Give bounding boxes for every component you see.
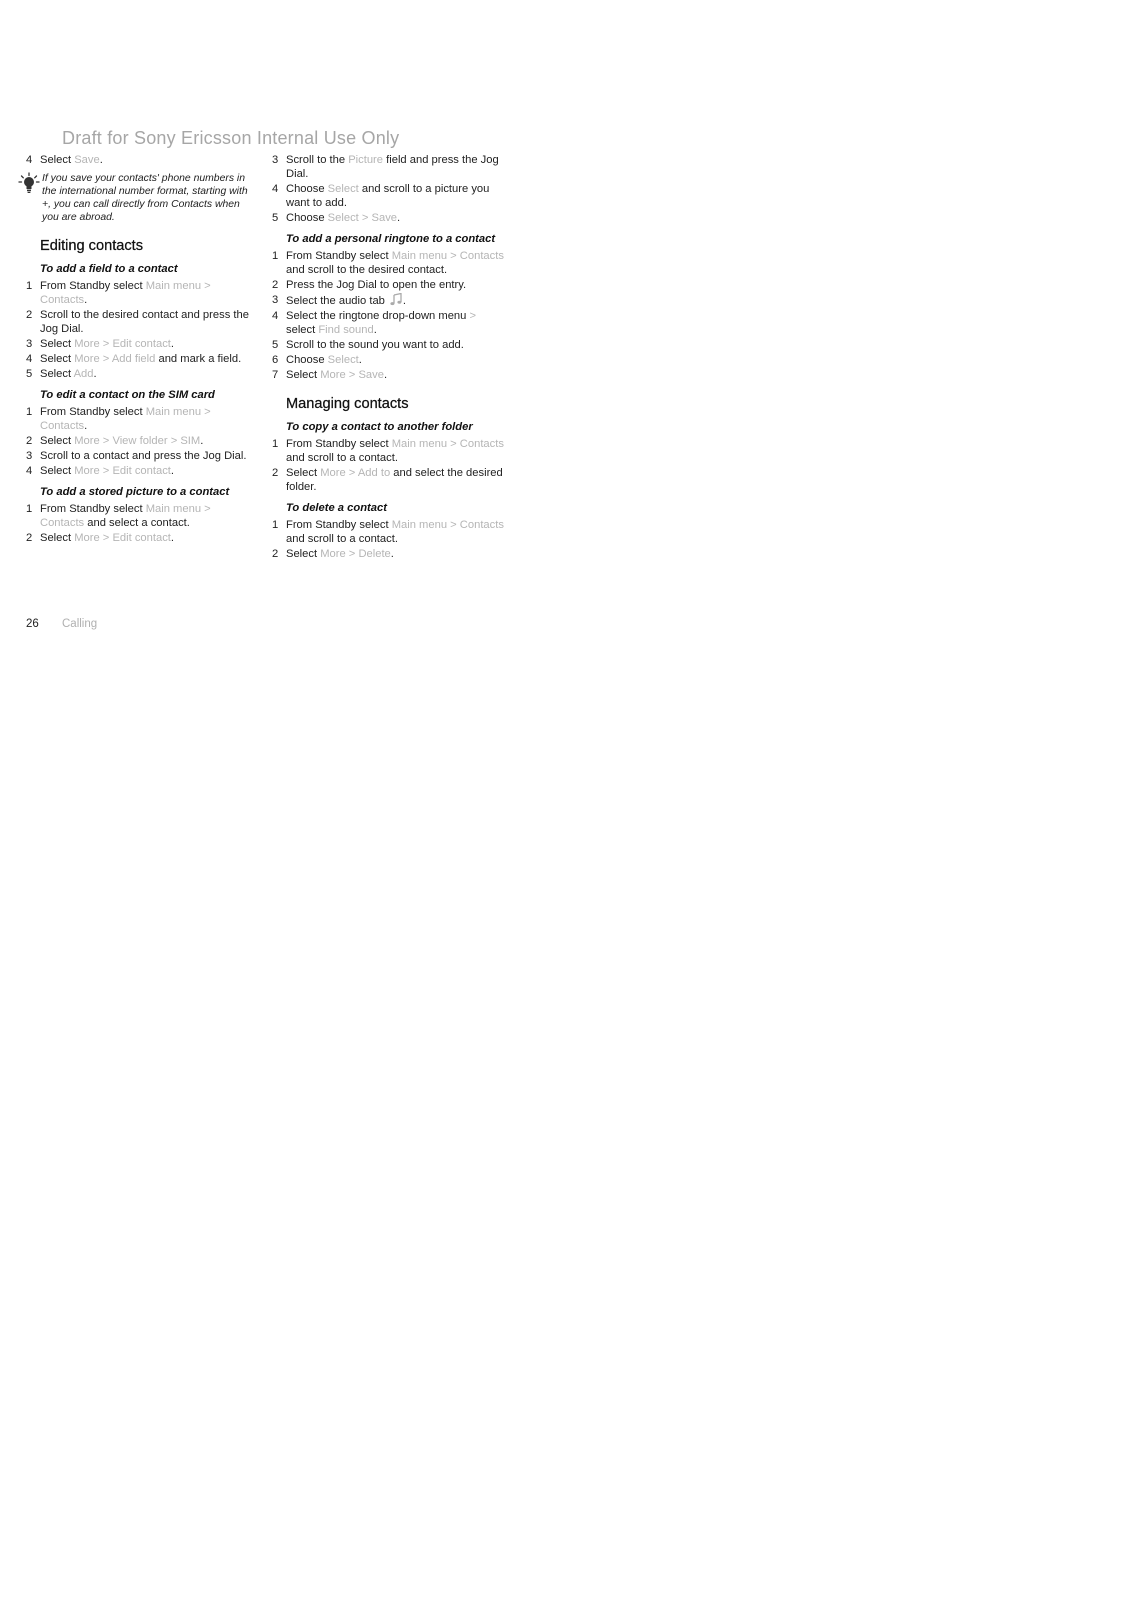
step-number: 3 (26, 338, 33, 350)
menu-path: Select (327, 183, 359, 195)
step-number: 4 (26, 154, 33, 166)
step (272, 293, 504, 308)
step-text: Scroll to a contact and press the Jog Dial. (40, 450, 247, 462)
step (26, 502, 254, 530)
step (26, 449, 254, 463)
step-text: . (84, 294, 88, 306)
step-number: 5 (272, 212, 279, 224)
tip-note (26, 172, 254, 224)
step-number: 2 (272, 548, 279, 560)
menu-path: More > Edit contact (74, 338, 171, 350)
step (26, 405, 254, 433)
step (272, 211, 504, 225)
step-text: . (170, 465, 175, 477)
step (272, 518, 504, 546)
procedure-title: To add a stored picture to a contact (40, 486, 230, 498)
menu-path: Select > Save (327, 212, 398, 224)
step-text: . (373, 324, 377, 336)
step (26, 308, 254, 336)
step-text: From Standby select (40, 503, 146, 515)
menu-path: More > Edit contact (74, 465, 171, 477)
step-number: 2 (272, 279, 279, 291)
step-text: . (402, 295, 407, 307)
step-number: 7 (272, 369, 279, 381)
step-text: Choose (286, 183, 328, 195)
menu-path: > (469, 310, 477, 322)
step-number: 2 (272, 467, 279, 479)
step (272, 437, 504, 465)
step (26, 337, 254, 351)
lightbulb-icon (18, 172, 40, 194)
step-number: 1 (272, 438, 279, 450)
step (272, 547, 504, 561)
step (272, 338, 504, 352)
step-text: Scroll to the (286, 154, 349, 166)
step-number: 4 (26, 353, 33, 365)
step-number: 4 (272, 183, 279, 195)
step-number: 2 (26, 532, 33, 544)
step-text: and select the desired folder. (286, 467, 503, 493)
step (26, 434, 254, 448)
menu-path: Main menu > Contacts (391, 519, 504, 531)
menu-path: Main menu > Contacts (391, 438, 504, 450)
music-note-icon (389, 293, 403, 306)
step-text: and scroll to a contact. (286, 533, 398, 545)
menu-path: Picture (348, 154, 384, 166)
step-text: Select (286, 369, 321, 381)
right-column (272, 153, 504, 562)
menu-path: Main menu > Contacts (391, 250, 504, 262)
step-number: 2 (26, 435, 33, 447)
step (26, 531, 254, 545)
menu-path: Find sound (318, 324, 374, 336)
step-text: Select (40, 532, 75, 544)
step-text: From Standby select (286, 250, 392, 262)
step-text: select (286, 324, 319, 336)
step-number: 2 (26, 309, 33, 321)
menu-path: Select (327, 354, 359, 366)
step-text: and scroll to a picture you want to add. (286, 183, 490, 209)
step-number: 3 (26, 450, 33, 462)
step (26, 464, 254, 478)
step (272, 309, 504, 337)
step-number: 6 (272, 354, 279, 366)
step-text: Choose (286, 212, 328, 224)
step-text: and mark a field. (155, 353, 242, 365)
step-number: 1 (26, 406, 33, 418)
step-number: 3 (272, 294, 279, 306)
step-text: Select the audio tab (286, 295, 385, 307)
step-text: . (170, 338, 175, 350)
step-text: . (358, 354, 362, 366)
step-text: Scroll to the desired contact and press the Jog Dial. (40, 309, 249, 335)
step-text: From Standby select (40, 280, 146, 292)
menu-path: More > Edit contact (74, 532, 171, 544)
step-text: Select (286, 548, 321, 560)
left-column (26, 153, 254, 546)
step-text: and scroll to the desired contact. (286, 264, 448, 276)
menu-path: More > Add to (320, 467, 391, 479)
step-text: Scroll to the sound you want to add. (286, 339, 464, 351)
menu-path: More > Add field (74, 353, 156, 365)
menu-path: Add (73, 368, 94, 380)
step-text: Select (40, 338, 75, 350)
step-number: 4 (26, 465, 33, 477)
step-text: Select (286, 467, 321, 479)
procedure-title: To copy a contact to another folder (286, 421, 473, 433)
draft-watermark: Draft for Sony Ericsson Internal Use Only (62, 128, 400, 148)
chapter-name: Calling (62, 618, 98, 630)
page-number: 26 (26, 618, 39, 630)
step (272, 466, 504, 494)
menu-path: Main menu > Contacts (40, 406, 211, 432)
step-text: Select (40, 368, 74, 380)
step-text: Select (40, 154, 75, 166)
section-heading-managing-contacts: Managing contacts (286, 396, 409, 412)
step-text: From Standby select (286, 438, 392, 450)
step-text: From Standby select (40, 406, 146, 418)
step-number: 4 (272, 310, 279, 322)
step-text: . (99, 154, 103, 166)
step-text: Choose (286, 354, 328, 366)
step-text: . (84, 420, 88, 432)
step-text: Select (40, 435, 75, 447)
menu-path: More > View folder > SIM (74, 435, 201, 447)
step-text: Press the Jog Dial to open the entry. (286, 279, 467, 291)
step (26, 153, 254, 167)
step (272, 153, 504, 181)
procedure-title: To add a personal ringtone to a contact (286, 233, 496, 245)
tip-text: If you save your contacts' phone numbers in the international number format, starting with +, you can call directly from Contacts when you are abroad. (42, 173, 248, 223)
procedure-title: To add a field to a contact (40, 263, 178, 275)
step-text: Select (40, 353, 75, 365)
step-text: Select (40, 465, 75, 477)
step (272, 182, 504, 210)
step-number: 3 (272, 154, 279, 166)
step-text: field and press the Jog Dial. (286, 154, 499, 180)
menu-path: More > Delete (320, 548, 391, 560)
step-text: and scroll to a contact. (286, 452, 398, 464)
step-text: . (170, 532, 175, 544)
step (272, 368, 504, 382)
step-text: . (93, 368, 97, 380)
section-heading-editing-contacts: Editing contacts (40, 238, 144, 254)
step-number: 5 (272, 339, 279, 351)
step-text: From Standby select (286, 519, 392, 531)
step-text: . (200, 435, 204, 447)
procedure-title: To delete a contact (286, 502, 387, 514)
step-text: . (383, 369, 388, 381)
step-number: 1 (272, 519, 279, 531)
menu-path: Save (74, 154, 100, 166)
step (26, 352, 254, 366)
procedure-title: To edit a contact on the SIM card (40, 389, 215, 401)
step-number: 1 (272, 250, 279, 262)
menu-path: Main menu > Contacts (40, 503, 211, 529)
step-text: . (390, 548, 394, 560)
step-text: Select the ringtone drop-down menu (286, 310, 470, 322)
step-number: 1 (26, 280, 33, 292)
menu-path: Main menu > Contacts (40, 280, 211, 306)
step-number: 5 (26, 368, 33, 380)
step (26, 279, 254, 307)
step (272, 249, 504, 277)
step-number: 1 (26, 503, 33, 515)
page-footer (26, 618, 97, 630)
step (272, 278, 504, 292)
step-text: and select a contact. (84, 517, 190, 529)
menu-path: More > Save (320, 369, 384, 381)
step-text: . (397, 212, 401, 224)
step (272, 353, 504, 367)
step (26, 367, 254, 381)
